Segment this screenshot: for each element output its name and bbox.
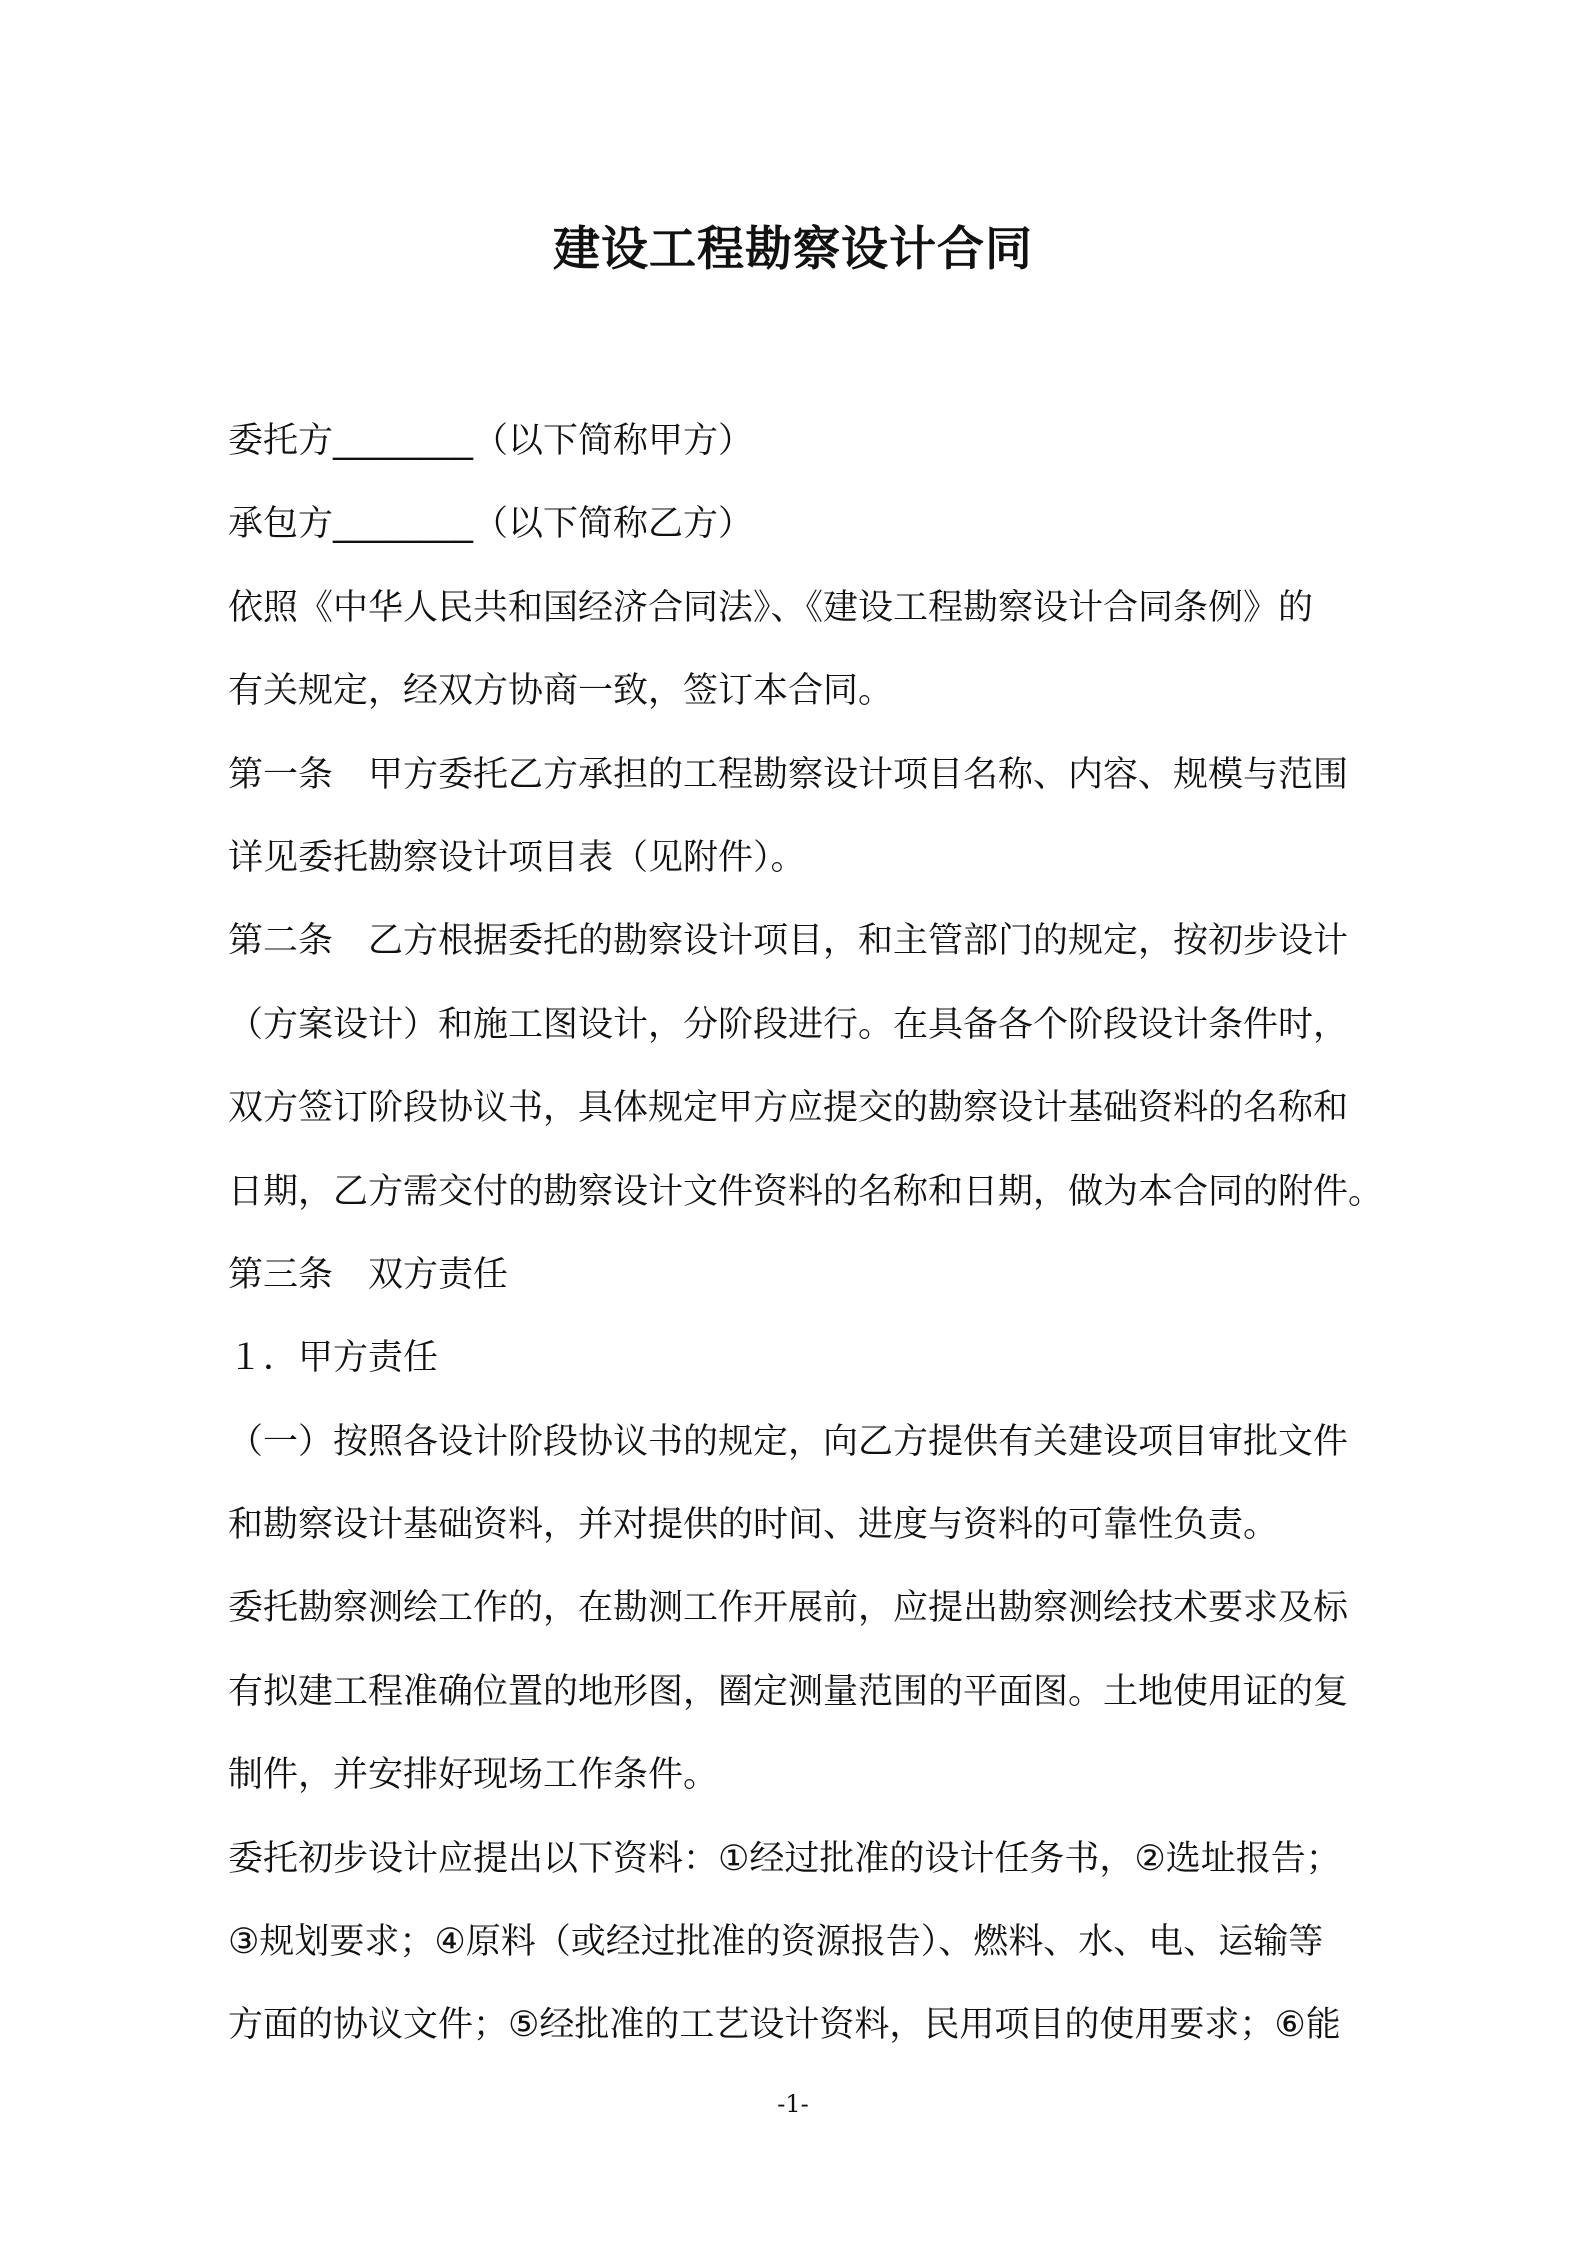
text-line: 日期，乙方需交付的勘察设计文件资料的名称和日期，做为本合同的附件。 [228,1171,1384,1212]
text-line: 委托方________（以下简称甲方） [228,421,754,461]
text-line: 方面的协议文件；⑤经批准的工艺设计资料，民用项目的使用要求；⑥能 [228,2005,1341,2046]
text-line: 委托勘察测绘工作的，在勘测工作开展前，应提出勘察测绘技术要求及标 [228,1588,1349,1629]
contract-body [228,400,1423,2068]
text-line: 和勘察设计基础资料，并对提供的时间、进度与资料的可靠性负责。 [228,1505,1279,1546]
text-line: 依照《中华人民共和国经济合同法》、《建设工程勘察设计合同条例》的 [228,587,1314,628]
text-line: （方案设计）和施工图设计，分阶段进行。在具备各个阶段设计条件时， [228,1004,1349,1045]
text-line: ③规划要求；④原料（或经过批准的资源报告）、燃料、水、电、运输等 [228,1922,1324,1963]
text-line: 有拟建工程准确位置的地形图，圈定测量范围的平面图。土地使用证的复 [228,1671,1349,1712]
text-line: 制件，并安排好现场工作条件。 [228,1755,719,1796]
text-line: 第三条 双方责任 [228,1254,509,1295]
text-line: 承包方________（以下简称乙方） [228,504,754,545]
text-line: 第一条 甲方委托乙方承担的工程勘察设计项目名称、内容、规模与范围 [228,754,1349,795]
text-line: 有关规定，经双方协商一致，签订本合同。 [228,671,894,712]
text-line: 第二条 乙方根据委托的勘察设计项目，和主管部门的规定，按初步设计 [228,921,1349,962]
text-line: １．甲方责任 [228,1338,439,1379]
text-line: （一）按照各设计阶段协议书的规定，向乙方提供有关建设项目审批文件 [228,1421,1349,1462]
text-line: 详见委托勘察设计项目表（见附件）。 [228,837,806,878]
text-line: 委托初步设计应提出以下资料：①经过批准的设计任务书，②选址报告； [228,1838,1341,1879]
document-title: 建设工程勘察设计合同 [553,222,1033,277]
page-number: -1- [777,2090,809,2118]
text-line: 双方签订阶段协议书，具体规定甲方应提交的勘察设计基础资料的名称和 [228,1088,1349,1129]
